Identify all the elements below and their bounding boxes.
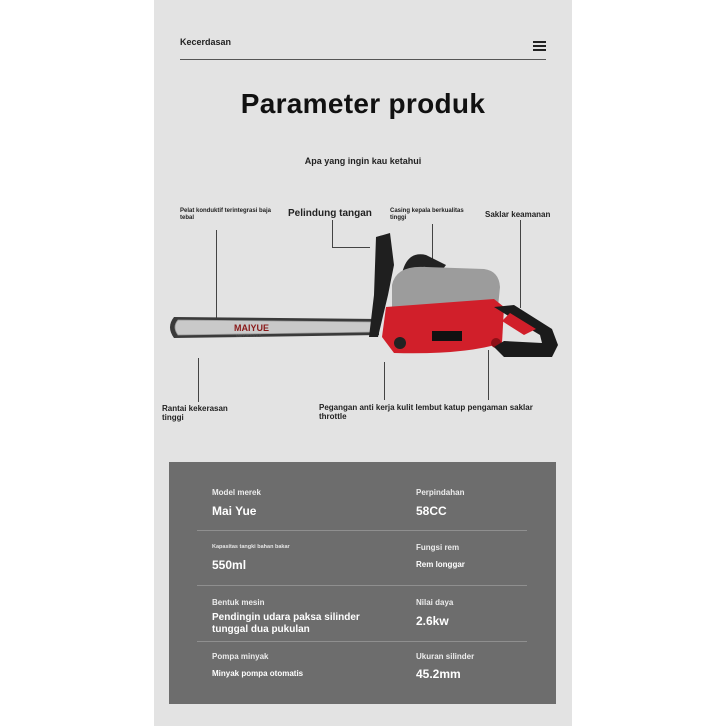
spec-value-displacement: 58CC bbox=[416, 504, 447, 518]
brand-name: Kecerdasan bbox=[180, 37, 232, 47]
header-divider bbox=[180, 59, 546, 60]
spec-value-engine: Pendingin udara paksa silinder tunggal dua pukulan bbox=[212, 612, 360, 635]
spec-label-power: Nilai daya bbox=[416, 598, 454, 607]
spec-label-displacement: Perpindahan bbox=[416, 488, 465, 497]
page-title: Parameter produk bbox=[240, 88, 486, 119]
spec-value-tank: 550ml bbox=[212, 558, 247, 572]
callout-head-casing: Casing kepala berkualitas tinggi bbox=[390, 208, 464, 221]
page-subtitle: Apa yang ingin kau ketahui bbox=[304, 156, 422, 166]
callout-hand-guard: Pelindung tangan bbox=[288, 208, 372, 219]
spec-value-cylinder: 45.2mm bbox=[416, 667, 461, 681]
content-panel bbox=[154, 0, 572, 726]
spec-label-oil-pump: Pompa minyak bbox=[212, 652, 269, 661]
spec-value-brake: Rem longgar bbox=[416, 560, 465, 569]
bar-logo-sub: MAIYUETOOLS bbox=[236, 334, 262, 338]
guide-bar bbox=[175, 320, 376, 335]
chainsaw-image bbox=[164, 225, 564, 375]
spec-label-brake: Fungsi rem bbox=[416, 543, 460, 552]
spec-table bbox=[169, 462, 556, 704]
spec-value-model: Mai Yue bbox=[212, 504, 257, 518]
spec-value-oil-pump: Minyak pompa otomatis bbox=[212, 669, 304, 678]
spec-label-model: Model merek bbox=[212, 488, 261, 497]
spec-label-tank: Kapasitas tangki bahan bakar bbox=[212, 544, 290, 550]
hamburger-menu-icon[interactable] bbox=[533, 41, 546, 52]
chain-sprocket bbox=[394, 337, 406, 349]
spec-divider bbox=[197, 641, 527, 642]
spec-value-power: 2.6kw bbox=[416, 614, 449, 628]
spec-label-engine: Bentuk mesin bbox=[212, 598, 265, 607]
callout-safety-switch: Saklar keamanan bbox=[485, 210, 551, 219]
callout-grip-throttle: Pegangan anti kerja kulit lembut katup pengaman saklar throttle bbox=[319, 403, 533, 422]
spec-label-cylinder: Ukuran silinder bbox=[416, 652, 475, 661]
bar-logo: MAIYUE bbox=[234, 323, 270, 333]
callout-steel-plate: Pelat konduktif terintegrasi baja tebal bbox=[180, 208, 272, 221]
label-plate bbox=[432, 331, 462, 341]
spec-divider bbox=[197, 530, 527, 531]
callout-chain: Rantai kekerasan tinggi bbox=[162, 404, 228, 423]
spec-divider bbox=[197, 585, 527, 586]
